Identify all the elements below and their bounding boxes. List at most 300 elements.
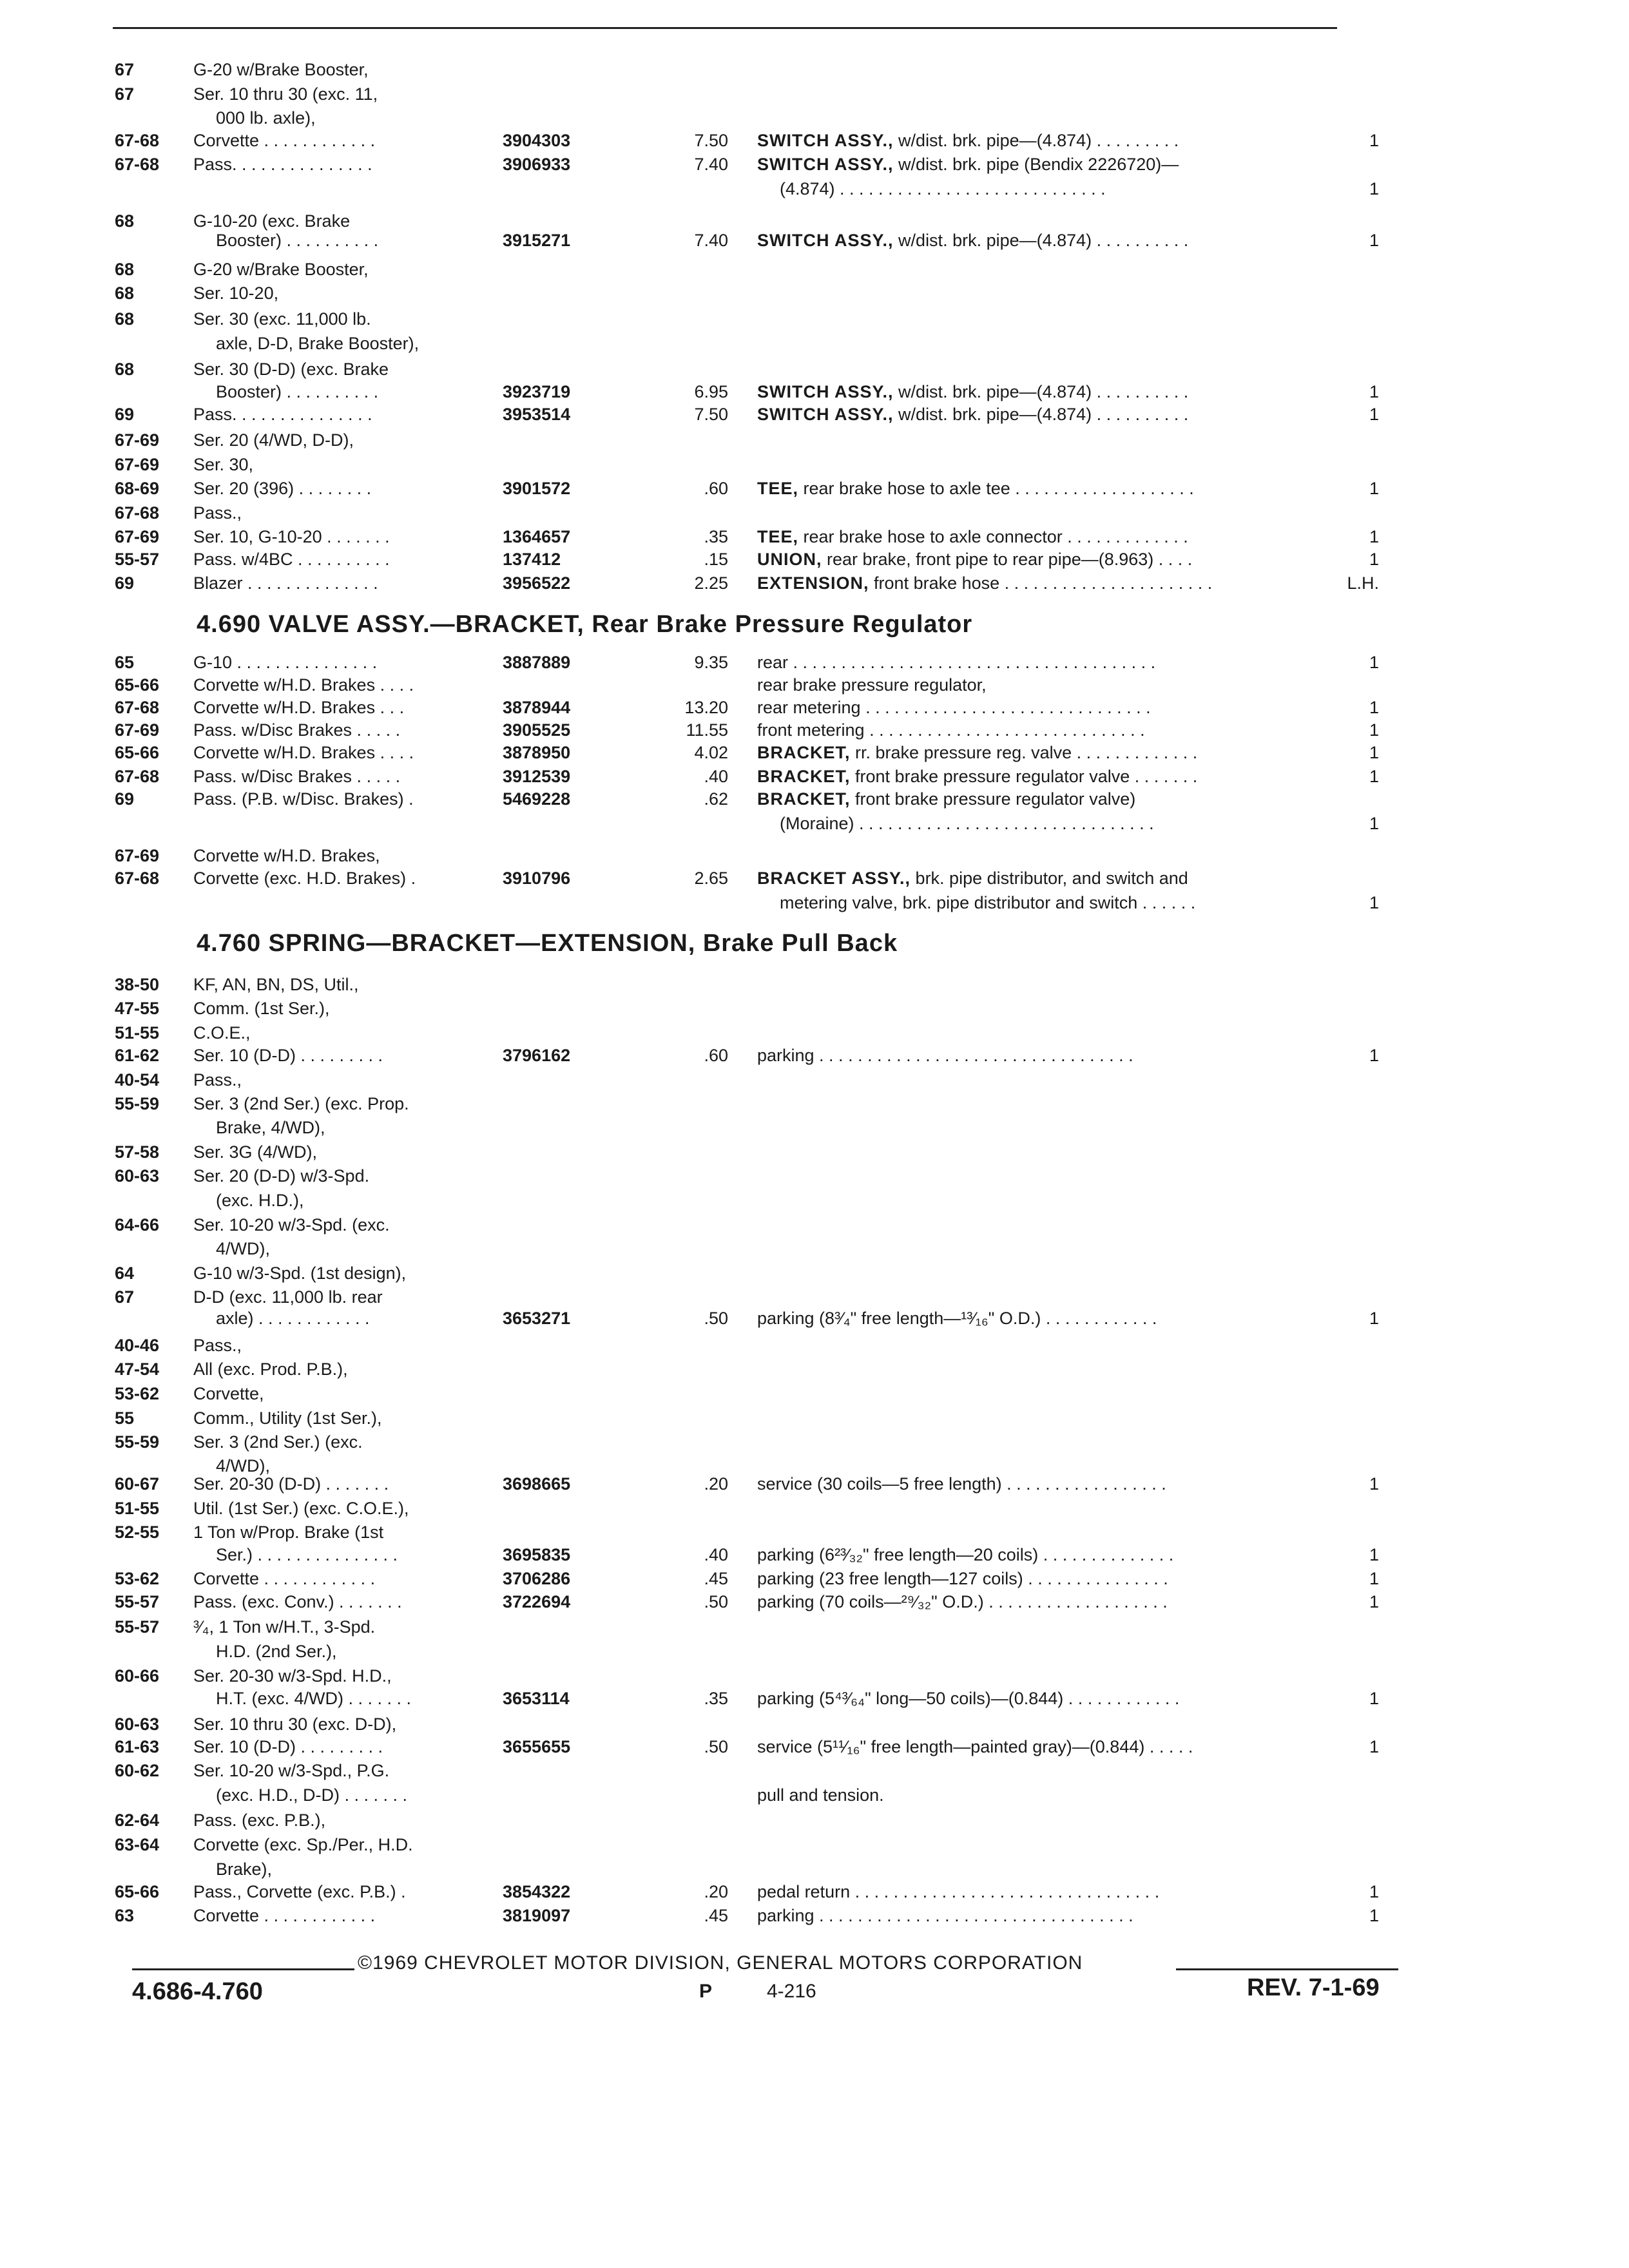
part-row bbox=[0, 1262, 1629, 1287]
description-text: rear metering . . . . . . . . . . . . . . . . . . . . . . . . . . . . . . bbox=[757, 698, 1151, 717]
description bbox=[757, 548, 1192, 571]
description bbox=[757, 1783, 884, 1807]
price: 7.40 bbox=[694, 231, 728, 250]
model-column: G-20 w/Brake Booster, bbox=[193, 260, 369, 279]
year-column: 40-46 bbox=[115, 1336, 160, 1355]
description-text: rear brake hose to axle tee . . . . . . . . . . . . . . . . . . . bbox=[803, 479, 1194, 498]
part-row bbox=[0, 380, 1629, 406]
description bbox=[757, 765, 1197, 788]
model-column: Ser. 10 (D-D) . . . . . . . . . bbox=[193, 1737, 383, 1756]
model-column: Corvette . . . . . . . . . . . . bbox=[193, 1906, 376, 1925]
part-row bbox=[0, 282, 1629, 307]
price: .50 bbox=[704, 1737, 728, 1756]
part-row bbox=[0, 1833, 1629, 1859]
description-text: rr. brake pressure reg. valve . . . . . . . . . . . . . bbox=[855, 743, 1198, 762]
part-row bbox=[0, 1809, 1629, 1834]
model-column: Pass. . . . . . . . . . . . . . . bbox=[193, 155, 372, 174]
quantity: 1 bbox=[1369, 698, 1379, 717]
year-column: 67 bbox=[115, 60, 135, 79]
year-column: 64-66 bbox=[115, 1215, 160, 1235]
description-text: front metering . . . . . . . . . . . . . . . . . . . . . . . . . . . . . bbox=[757, 720, 1145, 740]
model-column: Brake), bbox=[216, 1860, 273, 1879]
model-column: Brake, 4/WD), bbox=[216, 1118, 325, 1137]
part-row bbox=[0, 428, 1629, 454]
price: .45 bbox=[704, 1569, 728, 1588]
quantity: 1 bbox=[1369, 382, 1379, 401]
description bbox=[757, 403, 1188, 426]
model-column: Ser. 10-20 w/3-Spd., P.G. bbox=[193, 1761, 390, 1780]
year-column: 65-66 bbox=[115, 675, 160, 695]
part-row bbox=[0, 332, 1629, 358]
model-column: axle, D-D, Brake Booster), bbox=[216, 334, 419, 353]
description bbox=[757, 1472, 1166, 1495]
model-column: Ser. 3G (4/WD), bbox=[193, 1142, 318, 1162]
model-column: 4/WD), bbox=[216, 1239, 270, 1258]
model-column: Corvette (exc. H.D. Brakes) . bbox=[193, 869, 416, 888]
year-column: 55-57 bbox=[115, 1617, 160, 1637]
description bbox=[757, 651, 1155, 674]
part-row bbox=[0, 1880, 1629, 1906]
part-row bbox=[0, 844, 1629, 870]
part-row bbox=[0, 358, 1629, 383]
model-column: Pass. . . . . . . . . . . . . . . bbox=[193, 405, 372, 424]
model-column: Pass. (P.B. w/Disc. Brakes) . bbox=[193, 789, 414, 809]
quantity: 1 bbox=[1369, 1474, 1379, 1494]
part-row bbox=[0, 177, 1629, 203]
part-number: 3915271 bbox=[503, 231, 571, 250]
description-label: SWITCH ASSY., bbox=[757, 382, 894, 401]
year-column: 68 bbox=[115, 309, 135, 329]
quantity: 1 bbox=[1369, 1569, 1379, 1588]
model-column: ³⁄₄, 1 Ton w/H.T., 3-Spd. bbox=[193, 1617, 376, 1637]
part-row bbox=[0, 1068, 1629, 1094]
description bbox=[757, 1307, 1157, 1330]
part-row bbox=[0, 525, 1629, 551]
part-row bbox=[0, 1713, 1629, 1738]
year-column: 65-66 bbox=[115, 743, 160, 762]
part-row bbox=[0, 1021, 1629, 1047]
year-column: 47-54 bbox=[115, 1360, 160, 1379]
quantity: 1 bbox=[1369, 814, 1379, 833]
price: .45 bbox=[704, 1906, 728, 1925]
description-label: SWITCH ASSY., bbox=[757, 231, 894, 250]
part-row bbox=[0, 1904, 1629, 1930]
part-number: 3653271 bbox=[503, 1309, 571, 1328]
model-column: All (exc. Prod. P.B.), bbox=[193, 1360, 348, 1379]
year-column: 38-50 bbox=[115, 975, 160, 994]
model-column: Corvette w/H.D. Brakes . . . . bbox=[193, 743, 414, 762]
model-column: Ser. 10 thru 30 (exc. 11, bbox=[193, 84, 378, 104]
year-column: 60-67 bbox=[115, 1474, 160, 1494]
year-column: 68 bbox=[115, 360, 135, 379]
description bbox=[757, 477, 1194, 500]
description bbox=[757, 867, 1188, 890]
part-row bbox=[0, 1521, 1629, 1546]
model-column: G-10 . . . . . . . . . . . . . . . bbox=[193, 653, 378, 672]
quantity: 1 bbox=[1369, 1882, 1379, 1901]
model-column: Ser. 10-20 w/3-Spd. (exc. bbox=[193, 1215, 390, 1235]
description bbox=[757, 1044, 1133, 1067]
model-column: Pass. w/Disc Brakes . . . . . bbox=[193, 767, 401, 786]
year-column: 68 bbox=[115, 284, 135, 303]
part-number: 3904303 bbox=[503, 131, 571, 150]
year-column: 68-69 bbox=[115, 479, 160, 498]
part-row bbox=[0, 153, 1629, 178]
year-column: 68 bbox=[115, 211, 135, 231]
description bbox=[757, 1590, 1168, 1613]
price: .15 bbox=[704, 550, 728, 569]
description bbox=[757, 380, 1188, 403]
model-column: Ser. 20-30 (D-D) . . . . . . . bbox=[193, 1474, 389, 1494]
part-row bbox=[0, 548, 1629, 573]
part-row bbox=[0, 1735, 1629, 1761]
year-column: 67 bbox=[115, 84, 135, 104]
part-row bbox=[0, 1497, 1629, 1523]
year-column: 51-55 bbox=[115, 1499, 160, 1518]
part-row bbox=[0, 1116, 1629, 1142]
part-row bbox=[0, 477, 1629, 503]
description-label: BRACKET ASSY., bbox=[757, 869, 911, 888]
quantity: 1 bbox=[1369, 1309, 1379, 1328]
description-label: SWITCH ASSY., bbox=[757, 405, 894, 424]
part-row bbox=[0, 1140, 1629, 1166]
description bbox=[757, 1880, 1159, 1903]
year-column: 53-62 bbox=[115, 1384, 160, 1403]
description bbox=[757, 1567, 1168, 1590]
quantity: 1 bbox=[1369, 550, 1379, 569]
price: .20 bbox=[704, 1474, 728, 1494]
year-column: 67-68 bbox=[115, 131, 160, 150]
part-row bbox=[0, 1307, 1629, 1332]
description-text: rear brake pressure regulator, bbox=[757, 675, 987, 695]
model-column: H.D. (2nd Ser.), bbox=[216, 1642, 337, 1661]
part-number: 3878944 bbox=[503, 698, 571, 717]
description-text: rear brake hose to axle connector . . . . . . . . . . . . . bbox=[803, 527, 1188, 546]
year-column: 57-58 bbox=[115, 1142, 160, 1162]
year-column: 67-68 bbox=[115, 155, 160, 174]
year-column: 69 bbox=[115, 405, 135, 424]
model-column: C.O.E., bbox=[193, 1023, 251, 1043]
model-column: 1 Ton w/Prop. Brake (1st bbox=[193, 1523, 384, 1542]
model-column: Pass. w/4BC . . . . . . . . . . bbox=[193, 550, 390, 569]
description bbox=[757, 718, 1145, 742]
part-row bbox=[0, 1430, 1629, 1456]
price: 7.50 bbox=[694, 131, 728, 150]
part-row bbox=[0, 1334, 1629, 1360]
part-row bbox=[0, 787, 1629, 813]
price: .60 bbox=[704, 1046, 728, 1065]
model-column: D-D (exc. 11,000 lb. rear bbox=[193, 1287, 383, 1307]
description-text: front brake pressure regulator valve . . . . . . . bbox=[855, 767, 1198, 786]
description-text: parking . . . . . . . . . . . . . . . . . . . . . . . . . . . . . . . . . bbox=[757, 1906, 1133, 1925]
description-text: front brake pressure regulator valve) bbox=[855, 789, 1136, 809]
part-number: 3910796 bbox=[503, 869, 571, 888]
section-heading: 4.690 VALVE ASSY.—BRACKET, Rear Brake Pressure Regulator bbox=[197, 611, 973, 638]
part-row bbox=[0, 867, 1629, 892]
quantity: 1 bbox=[1369, 179, 1379, 198]
model-column: 000 lb. axle), bbox=[216, 108, 316, 128]
year-column: 67-69 bbox=[115, 846, 160, 865]
model-column: Ser. 10-20, bbox=[193, 284, 279, 303]
description-label: BRACKET, bbox=[757, 767, 851, 786]
part-row bbox=[0, 718, 1629, 744]
model-column: Ser. 30 (exc. 11,000 lb. bbox=[193, 309, 371, 329]
year-column: 67-69 bbox=[115, 720, 160, 740]
section-heading: 4.760 SPRING—BRACKET—EXTENSION, Brake Pull Back bbox=[197, 930, 898, 957]
part-number: 3923719 bbox=[503, 382, 571, 401]
model-column: Pass. (exc. P.B.), bbox=[193, 1811, 326, 1830]
part-row bbox=[0, 741, 1629, 767]
price: 7.50 bbox=[694, 405, 728, 424]
part-number: 5469228 bbox=[503, 789, 571, 809]
description-label: SWITCH ASSY., bbox=[757, 155, 894, 174]
part-row bbox=[0, 1590, 1629, 1616]
description-text: parking (6²³⁄₃₂" free length—20 coils) . . . . . . . . . . . . . . bbox=[757, 1545, 1174, 1564]
model-column: Booster) . . . . . . . . . . bbox=[216, 382, 379, 401]
model-column: G-20 w/Brake Booster, bbox=[193, 60, 369, 79]
part-row bbox=[0, 1615, 1629, 1641]
description bbox=[757, 1543, 1173, 1566]
description-text: rear brake, front pipe to rear pipe—(8.963) . . . . bbox=[827, 550, 1193, 569]
description-text: pull and tension. bbox=[757, 1785, 884, 1805]
model-column: Ser. 20-30 w/3-Spd. H.D., bbox=[193, 1666, 392, 1686]
year-column: 47-55 bbox=[115, 999, 160, 1018]
year-column: 55-59 bbox=[115, 1432, 160, 1452]
quantity: 1 bbox=[1369, 479, 1379, 498]
part-row bbox=[0, 1664, 1629, 1690]
description-label: SWITCH ASSY., bbox=[757, 131, 894, 150]
part-row bbox=[0, 1189, 1629, 1215]
year-column: 65 bbox=[115, 653, 135, 672]
footer-page-label: P bbox=[699, 1981, 713, 2002]
part-row bbox=[0, 307, 1629, 333]
description bbox=[780, 177, 1106, 200]
part-row bbox=[0, 1407, 1629, 1432]
part-row bbox=[0, 1044, 1629, 1070]
part-number: 3956522 bbox=[503, 573, 571, 593]
year-column: 60-66 bbox=[115, 1666, 160, 1686]
part-row bbox=[0, 1567, 1629, 1593]
model-column: Ser. 30 (D-D) (exc. Brake bbox=[193, 360, 389, 379]
description bbox=[780, 812, 1154, 835]
description bbox=[757, 572, 1212, 595]
part-row bbox=[0, 1687, 1629, 1713]
model-column: Ser. 10 thru 30 (exc. D-D), bbox=[193, 1715, 397, 1734]
description bbox=[780, 891, 1195, 914]
year-column: 61-63 bbox=[115, 1737, 160, 1756]
part-number: 3706286 bbox=[503, 1569, 571, 1588]
price: 2.65 bbox=[694, 869, 728, 888]
description-label: TEE, bbox=[757, 527, 799, 546]
description bbox=[757, 696, 1151, 719]
model-column: Corvette w/H.D. Brakes . . . bbox=[193, 698, 405, 717]
year-column: 61-62 bbox=[115, 1046, 160, 1065]
price: .60 bbox=[704, 479, 728, 498]
model-column: Ser.) . . . . . . . . . . . . . . . bbox=[216, 1545, 398, 1564]
part-number: 137412 bbox=[503, 550, 561, 569]
part-number: 3901572 bbox=[503, 479, 571, 498]
description-label: EXTENSION, bbox=[757, 573, 869, 593]
year-column: 55-57 bbox=[115, 550, 160, 569]
quantity: L.H. bbox=[1347, 573, 1379, 593]
model-column: Corvette . . . . . . . . . . . . bbox=[193, 131, 376, 150]
model-column: Ser. 20 (D-D) w/3-Spd. bbox=[193, 1166, 370, 1186]
price: .50 bbox=[704, 1592, 728, 1611]
model-column: Corvette w/H.D. Brakes . . . . bbox=[193, 675, 414, 695]
part-row bbox=[0, 765, 1629, 791]
part-row bbox=[0, 891, 1629, 917]
part-number: 3887889 bbox=[503, 653, 571, 672]
year-column: 65-66 bbox=[115, 1882, 160, 1901]
description-label: TEE, bbox=[757, 479, 799, 498]
quantity: 1 bbox=[1369, 1545, 1379, 1564]
year-column: 67-69 bbox=[115, 430, 160, 450]
year-column: 67-68 bbox=[115, 503, 160, 523]
year-column: 55-59 bbox=[115, 1094, 160, 1113]
part-number: 3819097 bbox=[503, 1906, 571, 1925]
model-column: Pass., bbox=[193, 503, 242, 523]
part-row bbox=[0, 1382, 1629, 1408]
model-column: Blazer . . . . . . . . . . . . . . bbox=[193, 573, 378, 593]
model-column: Pass., bbox=[193, 1070, 242, 1090]
model-column: Util. (1st Ser.) (exc. C.O.E.), bbox=[193, 1499, 409, 1518]
part-number: 3912539 bbox=[503, 767, 571, 786]
quantity: 1 bbox=[1369, 1689, 1379, 1708]
year-column: 60-63 bbox=[115, 1715, 160, 1734]
year-column: 64 bbox=[115, 1264, 135, 1283]
part-row bbox=[0, 812, 1629, 838]
year-column: 52-55 bbox=[115, 1523, 160, 1542]
model-column: 4/WD), bbox=[216, 1456, 270, 1475]
price: 6.95 bbox=[694, 382, 728, 401]
part-number: 3722694 bbox=[503, 1592, 571, 1611]
description bbox=[757, 1904, 1133, 1927]
year-column: 55-57 bbox=[115, 1592, 160, 1611]
model-column: H.T. (exc. 4/WD) . . . . . . . bbox=[216, 1689, 412, 1708]
model-column: Ser. 20 (396) . . . . . . . . bbox=[193, 479, 372, 498]
quantity: 1 bbox=[1369, 653, 1379, 672]
quantity: 1 bbox=[1369, 405, 1379, 424]
model-column: Ser. 30, bbox=[193, 455, 254, 474]
part-row bbox=[0, 973, 1629, 999]
part-number: 3653114 bbox=[503, 1689, 570, 1708]
footer-section-range: 4.686-4.760 bbox=[132, 1978, 263, 2005]
quantity: 1 bbox=[1369, 743, 1379, 762]
model-column: Pass., bbox=[193, 1336, 242, 1355]
price: .40 bbox=[704, 767, 728, 786]
description-text: (4.874) . . . . . . . . . . . . . . . . . . . . . . . . . . . . bbox=[780, 179, 1106, 198]
model-column: (exc. H.D., D-D) . . . . . . . bbox=[216, 1785, 408, 1805]
part-number: 3698665 bbox=[503, 1474, 571, 1494]
year-column: 68 bbox=[115, 260, 135, 279]
model-column: (exc. H.D.), bbox=[216, 1191, 304, 1210]
description-text: parking (5⁴³⁄₆₄" long—50 coils)—(0.844) . . . . . . . . . . . . bbox=[757, 1689, 1180, 1708]
year-column: 60-62 bbox=[115, 1761, 160, 1780]
part-number: 3854322 bbox=[503, 1882, 571, 1901]
quantity: 1 bbox=[1369, 1592, 1379, 1611]
model-column: Corvette w/H.D. Brakes, bbox=[193, 846, 380, 865]
description bbox=[757, 1735, 1193, 1758]
description-text: w/dist. brk. pipe—(4.874) . . . . . . . . . . bbox=[898, 382, 1189, 401]
model-column: Pass. w/Disc Brakes . . . . . bbox=[193, 720, 401, 740]
quantity: 1 bbox=[1369, 131, 1379, 150]
description bbox=[757, 229, 1188, 252]
description-text: pedal return . . . . . . . . . . . . . . . . . . . . . . . . . . . . . . . . bbox=[757, 1882, 1160, 1901]
year-column: 67-69 bbox=[115, 527, 160, 546]
part-row bbox=[0, 1543, 1629, 1569]
description-text: rear . . . . . . . . . . . . . . . . . . . . . . . . . . . . . . . . . . . . . . bbox=[757, 653, 1156, 672]
year-column: 62-64 bbox=[115, 1811, 160, 1830]
model-column: Booster) . . . . . . . . . . bbox=[216, 231, 379, 250]
price: 11.55 bbox=[686, 720, 728, 740]
year-column: 67-69 bbox=[115, 455, 160, 474]
quantity: 1 bbox=[1369, 1737, 1379, 1756]
year-column: 63 bbox=[115, 1906, 135, 1925]
model-column: KF, AN, BN, DS, Util., bbox=[193, 975, 359, 994]
footer-page-number: 4-216 bbox=[767, 1981, 816, 2002]
part-row bbox=[0, 1759, 1629, 1785]
model-column: Ser. 3 (2nd Ser.) (exc. Prop. bbox=[193, 1094, 409, 1113]
quantity: 1 bbox=[1369, 1906, 1379, 1925]
part-row bbox=[0, 129, 1629, 155]
part-row bbox=[0, 1640, 1629, 1666]
footer-rule-right bbox=[1176, 1968, 1398, 1970]
description-text: brk. pipe distributor, and switch and bbox=[915, 869, 1188, 888]
part-number: 3906933 bbox=[503, 155, 571, 174]
description-text: parking . . . . . . . . . . . . . . . . . . . . . . . . . . . . . . . . . bbox=[757, 1046, 1133, 1065]
model-column: axle) . . . . . . . . . . . . bbox=[216, 1309, 370, 1328]
part-number: 3655655 bbox=[503, 1737, 571, 1756]
part-row bbox=[0, 453, 1629, 479]
description bbox=[757, 129, 1179, 152]
price: 7.40 bbox=[694, 155, 728, 174]
model-column: Ser. 10, G-10-20 . . . . . . . bbox=[193, 527, 390, 546]
quantity: 1 bbox=[1369, 893, 1379, 912]
part-number: 3878950 bbox=[503, 743, 571, 762]
description-label: BRACKET, bbox=[757, 743, 851, 762]
part-number: 3953514 bbox=[503, 405, 571, 424]
model-column: Ser. 20 (4/WD, D-D), bbox=[193, 430, 354, 450]
price: .20 bbox=[704, 1882, 728, 1901]
part-row bbox=[0, 673, 1629, 699]
part-row bbox=[0, 1358, 1629, 1383]
year-column: 55 bbox=[115, 1408, 135, 1428]
part-row bbox=[0, 1237, 1629, 1263]
description-text: w/dist. brk. pipe (Bendix 2226720)— bbox=[898, 155, 1179, 174]
year-column: 67-68 bbox=[115, 767, 160, 786]
part-row bbox=[0, 696, 1629, 722]
part-row bbox=[0, 403, 1629, 428]
price: 4.02 bbox=[694, 743, 728, 762]
model-column: Ser. 3 (2nd Ser.) (exc. bbox=[193, 1432, 363, 1452]
description-text: parking (8³⁄₄" free length—¹³⁄₁₆" O.D.) . . . . . . . . . . . . bbox=[757, 1309, 1157, 1328]
description-text: w/dist. brk. pipe—(4.874) . . . . . . . . . . bbox=[898, 405, 1189, 424]
price: 2.25 bbox=[694, 573, 728, 593]
description-text: (Moraine) . . . . . . . . . . . . . . . . . . . . . . . . . . . . . . . bbox=[780, 814, 1154, 833]
part-row bbox=[0, 229, 1629, 255]
part-row bbox=[0, 501, 1629, 527]
quantity: 1 bbox=[1369, 767, 1379, 786]
price: .40 bbox=[704, 1545, 728, 1564]
price: 9.35 bbox=[694, 653, 728, 672]
model-column: Pass., Corvette (exc. P.B.) . bbox=[193, 1882, 406, 1901]
price: .35 bbox=[704, 1689, 728, 1708]
model-column: Pass. (exc. Conv.) . . . . . . . bbox=[193, 1592, 402, 1611]
part-row bbox=[0, 82, 1629, 108]
part-row bbox=[0, 106, 1629, 132]
quantity: 1 bbox=[1369, 527, 1379, 546]
year-column: 69 bbox=[115, 789, 135, 809]
